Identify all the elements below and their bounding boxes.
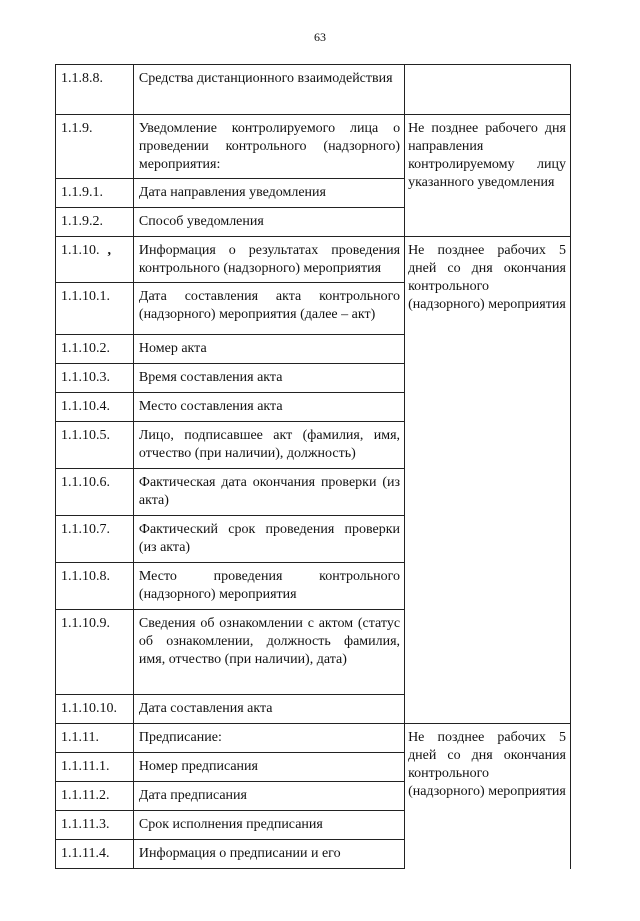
row-number: 1.1.8.8.: [56, 65, 134, 115]
row-number: 1.1.10.5.: [56, 422, 134, 469]
table-row: [56, 115, 571, 179]
row-description: Срок исполнения предписания: [133, 811, 404, 840]
row-number: 1.1.10. ,: [56, 237, 134, 283]
row-description: Место составления акта: [133, 393, 404, 422]
requirements-table: [55, 64, 571, 869]
mark-glyph: ,: [107, 243, 111, 258]
row-number: 1.1.10.10.: [56, 695, 134, 724]
row-description: Информация о результатах проведения контрольного (надзорного) мероприятия: [133, 237, 404, 283]
row-number: 1.1.9.2.: [56, 208, 134, 237]
row-description: Номер предписания: [133, 753, 404, 782]
row-number: 1.1.11.2.: [56, 782, 134, 811]
row-number: 1.1.11.1.: [56, 753, 134, 782]
row-description: Место проведения контрольного (надзорного) мероприятия: [133, 563, 404, 610]
deadline-prescription: Не позднее рабочих 5 дней со дня окончания контрольного (надзорного) мероприятия: [405, 724, 571, 869]
row-number: 1.1.9.: [56, 115, 134, 179]
row-number: 1.1.10.9.: [56, 610, 134, 695]
row-description: Способ уведомления: [133, 208, 404, 237]
deadline-cell-empty: [405, 65, 571, 115]
row-number: 1.1.10.7.: [56, 516, 134, 563]
table-row: [56, 237, 571, 283]
row-number: 1.1.11.3.: [56, 811, 134, 840]
row-description: Дата составления акта контрольного (надзорного) мероприятия (далее – акт): [133, 283, 404, 335]
row-description: Лицо, подписавшее акт (фамилия, имя, отчество (при наличии), должность): [133, 422, 404, 469]
row-description: Дата предписания: [133, 782, 404, 811]
row-number: 1.1.10.8.: [56, 563, 134, 610]
row-number: 1.1.10.1.: [56, 283, 134, 335]
row-description: Время составления акта: [133, 364, 404, 393]
row-description: Предписание:: [133, 724, 404, 753]
row-number: 1.1.11.4.: [56, 840, 134, 869]
row-number: 1.1.10.2.: [56, 335, 134, 364]
row-number: 1.1.10.6.: [56, 469, 134, 516]
table-row: [56, 65, 571, 115]
row-description: Дата направления уведомления: [133, 179, 404, 208]
row-number: 1.1.9.1.: [56, 179, 134, 208]
row-description: Номер акта: [133, 335, 404, 364]
row-description: Фактический срок проведения проверки (из акта): [133, 516, 404, 563]
row-description: Уведомление контролируемого лица о проведении контрольного (надзорного) мероприятия:: [133, 115, 404, 179]
row-description: Информация о предписании и его: [133, 840, 404, 869]
row-number: 1.1.10.3.: [56, 364, 134, 393]
deadline-notification: Не позднее рабочего дня направления контролируемому лицу указанного уведомления: [405, 115, 571, 237]
row-description: Средства дистанционного взаимодействия: [133, 65, 404, 115]
row-description: Сведения об ознакомлении с актом (статус об ознакомлении, должность фамилия, имя, отчество (при наличии), дата): [133, 610, 404, 695]
deadline-results: Не позднее рабочих 5 дней со дня окончания контрольного (надзорного) мероприятия: [405, 237, 571, 724]
row-number: 1.1.11.: [56, 724, 134, 753]
row-number: 1.1.10.4.: [56, 393, 134, 422]
row-description: Дата составления акта: [133, 695, 404, 724]
page-number: 63: [314, 30, 326, 44]
row-description: Фактическая дата окончания проверки (из акта): [133, 469, 404, 516]
table-row: [56, 724, 571, 753]
